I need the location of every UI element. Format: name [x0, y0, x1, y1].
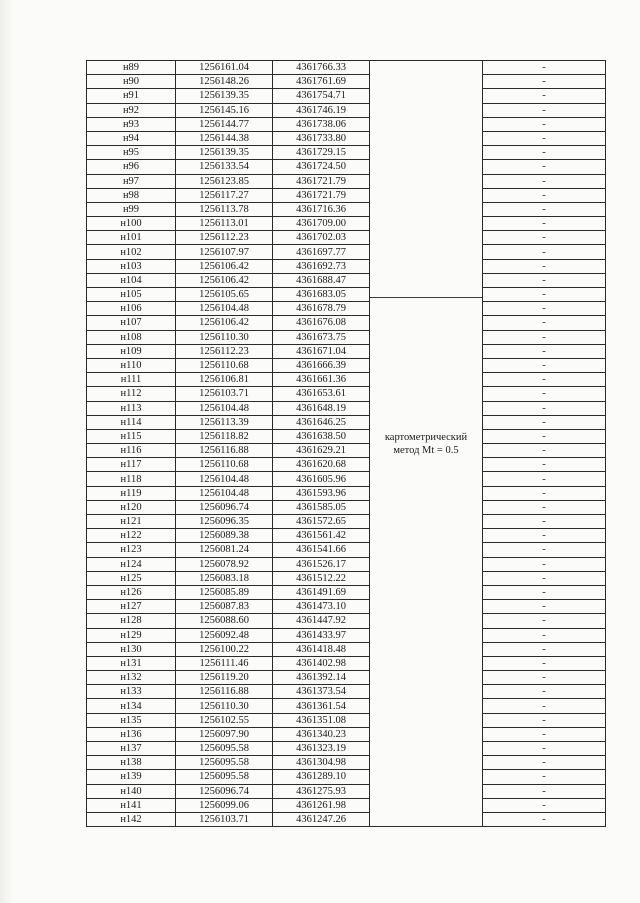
x-coordinate-cell: 1256096.35 — [176, 515, 273, 529]
mark-cell: - — [483, 344, 606, 358]
y-coordinate-cell: 4361709.00 — [273, 217, 370, 231]
y-coordinate-cell: 4361733.80 — [273, 131, 370, 145]
table-row — [87, 387, 606, 401]
mark-cell: - — [483, 600, 606, 614]
point-name-cell: н121 — [87, 515, 176, 529]
mark-cell: - — [483, 415, 606, 429]
table-row — [87, 288, 606, 302]
mark-cell: - — [483, 160, 606, 174]
table-row — [87, 500, 606, 514]
x-coordinate-cell: 1256085.89 — [176, 585, 273, 599]
mark-cell: - — [483, 756, 606, 770]
point-name-cell: н105 — [87, 288, 176, 302]
y-coordinate-cell: 4361491.69 — [273, 585, 370, 599]
table-row — [87, 245, 606, 259]
table-row — [87, 231, 606, 245]
point-name-cell: н138 — [87, 756, 176, 770]
mark-cell: - — [483, 628, 606, 642]
point-name-cell: н125 — [87, 571, 176, 585]
point-name-cell: н107 — [87, 316, 176, 330]
table-row — [87, 75, 606, 89]
mark-cell: - — [483, 798, 606, 812]
mark-cell: - — [483, 699, 606, 713]
y-coordinate-cell: 4361721.79 — [273, 188, 370, 202]
table-row — [87, 671, 606, 685]
point-name-cell: н135 — [87, 713, 176, 727]
mark-cell: - — [483, 770, 606, 784]
mark-cell: - — [483, 373, 606, 387]
x-coordinate-cell: 1256089.38 — [176, 529, 273, 543]
table-row — [87, 217, 606, 231]
y-coordinate-cell: 4361697.77 — [273, 245, 370, 259]
table-row — [87, 614, 606, 628]
mark-cell: - — [483, 429, 606, 443]
point-name-cell: н119 — [87, 486, 176, 500]
mark-cell: - — [483, 75, 606, 89]
x-coordinate-cell: 1256087.83 — [176, 600, 273, 614]
x-coordinate-cell: 1256103.71 — [176, 387, 273, 401]
mark-cell: - — [483, 713, 606, 727]
table-row — [87, 429, 606, 443]
y-coordinate-cell: 4361724.50 — [273, 160, 370, 174]
x-coordinate-cell: 1256110.30 — [176, 699, 273, 713]
mark-cell: - — [483, 742, 606, 756]
table-row — [87, 373, 606, 387]
table-row — [87, 656, 606, 670]
mark-cell: - — [483, 685, 606, 699]
table-row — [87, 642, 606, 656]
table-row — [87, 103, 606, 117]
y-coordinate-cell: 4361746.19 — [273, 103, 370, 117]
y-coordinate-cell: 4361766.33 — [273, 61, 370, 75]
point-name-cell: н114 — [87, 415, 176, 429]
x-coordinate-cell: 1256139.35 — [176, 146, 273, 160]
mark-cell: - — [483, 543, 606, 557]
x-coordinate-cell: 1256100.22 — [176, 642, 273, 656]
table-row — [87, 444, 606, 458]
mark-cell: - — [483, 330, 606, 344]
x-coordinate-cell: 1256104.48 — [176, 302, 273, 316]
x-coordinate-cell: 1256104.48 — [176, 401, 273, 415]
point-name-cell: н92 — [87, 103, 176, 117]
mark-cell: - — [483, 131, 606, 145]
x-coordinate-cell: 1256133.54 — [176, 160, 273, 174]
point-name-cell: н102 — [87, 245, 176, 259]
y-coordinate-cell: 4361418.48 — [273, 642, 370, 656]
method-note-line1: картометрический — [384, 431, 468, 443]
table-row — [87, 188, 606, 202]
table-row — [87, 486, 606, 500]
y-coordinate-cell: 4361585.05 — [273, 500, 370, 514]
mark-cell: - — [483, 444, 606, 458]
mark-cell: - — [483, 401, 606, 415]
mark-cell: - — [483, 486, 606, 500]
mark-cell: - — [483, 671, 606, 685]
point-name-cell: н140 — [87, 784, 176, 798]
table-row — [87, 742, 606, 756]
method-note-line2: метод Mt = 0.5 — [393, 444, 459, 456]
mark-cell: - — [483, 302, 606, 316]
x-coordinate-cell: 1256106.42 — [176, 316, 273, 330]
table-row — [87, 202, 606, 216]
point-name-cell: н141 — [87, 798, 176, 812]
y-coordinate-cell: 4361620.68 — [273, 458, 370, 472]
mark-cell: - — [483, 515, 606, 529]
x-coordinate-cell: 1256095.58 — [176, 742, 273, 756]
x-coordinate-cell: 1256112.23 — [176, 231, 273, 245]
table-row — [87, 131, 606, 145]
table-row — [87, 571, 606, 585]
table-row — [87, 685, 606, 699]
mark-cell: - — [483, 614, 606, 628]
point-name-cell: н120 — [87, 500, 176, 514]
point-name-cell: н137 — [87, 742, 176, 756]
x-coordinate-cell: 1256139.35 — [176, 89, 273, 103]
point-name-cell: н97 — [87, 174, 176, 188]
x-coordinate-cell: 1256096.74 — [176, 784, 273, 798]
point-name-cell: н123 — [87, 543, 176, 557]
method-note — [381, 431, 471, 457]
y-coordinate-cell: 4361754.71 — [273, 89, 370, 103]
x-coordinate-cell: 1256116.88 — [176, 685, 273, 699]
x-coordinate-cell: 1256106.42 — [176, 259, 273, 273]
x-coordinate-cell: 1256119.20 — [176, 671, 273, 685]
x-coordinate-cell: 1256078.92 — [176, 557, 273, 571]
y-coordinate-cell: 4361676.08 — [273, 316, 370, 330]
table-row — [87, 344, 606, 358]
y-coordinate-cell: 4361402.98 — [273, 656, 370, 670]
x-coordinate-cell: 1256110.68 — [176, 458, 273, 472]
x-coordinate-cell: 1256113.39 — [176, 415, 273, 429]
point-name-cell: н101 — [87, 231, 176, 245]
table-row — [87, 330, 606, 344]
table-row — [87, 259, 606, 273]
table-row — [87, 160, 606, 174]
point-name-cell: н118 — [87, 472, 176, 486]
y-coordinate-cell: 4361692.73 — [273, 259, 370, 273]
y-coordinate-cell: 4361304.98 — [273, 756, 370, 770]
y-coordinate-cell: 4361629.21 — [273, 444, 370, 458]
y-coordinate-cell: 4361247.26 — [273, 812, 370, 826]
mark-cell: - — [483, 727, 606, 741]
mark-cell: - — [483, 103, 606, 117]
y-coordinate-cell: 4361646.25 — [273, 415, 370, 429]
mark-cell: - — [483, 259, 606, 273]
y-coordinate-cell: 4361572.65 — [273, 515, 370, 529]
point-name-cell: н95 — [87, 146, 176, 160]
point-name-cell: н98 — [87, 188, 176, 202]
point-name-cell: н133 — [87, 685, 176, 699]
y-coordinate-cell: 4361275.93 — [273, 784, 370, 798]
mark-cell: - — [483, 529, 606, 543]
mark-cell: - — [483, 387, 606, 401]
table-row — [87, 713, 606, 727]
table-row — [87, 273, 606, 287]
x-coordinate-cell: 1256107.97 — [176, 245, 273, 259]
y-coordinate-cell: 4361729.15 — [273, 146, 370, 160]
coordinates-table — [86, 60, 606, 827]
table-row — [87, 543, 606, 557]
mark-cell: - — [483, 784, 606, 798]
y-coordinate-cell: 4361666.39 — [273, 358, 370, 372]
x-coordinate-cell: 1256144.38 — [176, 131, 273, 145]
table-row — [87, 174, 606, 188]
point-name-cell: н112 — [87, 387, 176, 401]
x-coordinate-cell: 1256104.48 — [176, 472, 273, 486]
x-coordinate-cell: 1256096.74 — [176, 500, 273, 514]
point-name-cell: н132 — [87, 671, 176, 685]
mark-cell: - — [483, 288, 606, 302]
table-row — [87, 415, 606, 429]
point-name-cell: н130 — [87, 642, 176, 656]
y-coordinate-cell: 4361323.19 — [273, 742, 370, 756]
mark-cell: - — [483, 472, 606, 486]
y-coordinate-cell: 4361653.61 — [273, 387, 370, 401]
mark-cell: - — [483, 812, 606, 826]
coordinates-table-body — [87, 61, 606, 827]
table-row — [87, 358, 606, 372]
table-row — [87, 515, 606, 529]
mark-cell: - — [483, 61, 606, 75]
x-coordinate-cell: 1256144.77 — [176, 117, 273, 131]
x-coordinate-cell: 1256161.04 — [176, 61, 273, 75]
table-row — [87, 472, 606, 486]
mark-cell: - — [483, 458, 606, 472]
scan-edge-shadow — [0, 0, 14, 903]
mark-cell: - — [483, 585, 606, 599]
x-coordinate-cell: 1256099.06 — [176, 798, 273, 812]
x-coordinate-cell: 1256117.27 — [176, 188, 273, 202]
x-coordinate-cell: 1256088.60 — [176, 614, 273, 628]
x-coordinate-cell: 1256113.78 — [176, 202, 273, 216]
x-coordinate-cell: 1256113.01 — [176, 217, 273, 231]
table-row — [87, 770, 606, 784]
table-row — [87, 146, 606, 160]
y-coordinate-cell: 4361361.54 — [273, 699, 370, 713]
point-name-cell: н96 — [87, 160, 176, 174]
x-coordinate-cell: 1256083.18 — [176, 571, 273, 585]
point-name-cell: н117 — [87, 458, 176, 472]
mark-cell: - — [483, 642, 606, 656]
table-row — [87, 401, 606, 415]
x-coordinate-cell: 1256116.88 — [176, 444, 273, 458]
method-note-cell — [370, 61, 483, 827]
point-name-cell: н124 — [87, 557, 176, 571]
point-name-cell: н139 — [87, 770, 176, 784]
y-coordinate-cell: 4361373.54 — [273, 685, 370, 699]
point-name-cell: н113 — [87, 401, 176, 415]
mark-cell: - — [483, 231, 606, 245]
y-coordinate-cell: 4361447.92 — [273, 614, 370, 628]
y-coordinate-cell: 4361392.14 — [273, 671, 370, 685]
y-coordinate-cell: 4361738.06 — [273, 117, 370, 131]
point-name-cell: н129 — [87, 628, 176, 642]
mark-cell: - — [483, 316, 606, 330]
table-row — [87, 756, 606, 770]
point-name-cell: н126 — [87, 585, 176, 599]
y-coordinate-cell: 4361678.79 — [273, 302, 370, 316]
y-coordinate-cell: 4361512.22 — [273, 571, 370, 585]
mark-cell: - — [483, 174, 606, 188]
point-name-cell: н94 — [87, 131, 176, 145]
table-row — [87, 699, 606, 713]
x-coordinate-cell: 1256095.58 — [176, 770, 273, 784]
point-name-cell: н100 — [87, 217, 176, 231]
point-name-cell: н115 — [87, 429, 176, 443]
y-coordinate-cell: 4361716.36 — [273, 202, 370, 216]
mark-cell: - — [483, 89, 606, 103]
x-coordinate-cell: 1256103.71 — [176, 812, 273, 826]
table-row — [87, 89, 606, 103]
point-name-cell: н109 — [87, 344, 176, 358]
y-coordinate-cell: 4361702.03 — [273, 231, 370, 245]
mark-cell: - — [483, 188, 606, 202]
point-name-cell: н108 — [87, 330, 176, 344]
x-coordinate-cell: 1256081.24 — [176, 543, 273, 557]
x-coordinate-cell: 1256102.55 — [176, 713, 273, 727]
x-coordinate-cell: 1256097.90 — [176, 727, 273, 741]
y-coordinate-cell: 4361593.96 — [273, 486, 370, 500]
y-coordinate-cell: 4361340.23 — [273, 727, 370, 741]
table-row — [87, 798, 606, 812]
table-row — [87, 458, 606, 472]
point-name-cell: н91 — [87, 89, 176, 103]
x-coordinate-cell: 1256118.82 — [176, 429, 273, 443]
mark-cell: - — [483, 273, 606, 287]
y-coordinate-cell: 4361638.50 — [273, 429, 370, 443]
table-row — [87, 316, 606, 330]
y-coordinate-cell: 4361671.04 — [273, 344, 370, 358]
y-coordinate-cell: 4361289.10 — [273, 770, 370, 784]
point-name-cell: н122 — [87, 529, 176, 543]
y-coordinate-cell: 4361648.19 — [273, 401, 370, 415]
point-name-cell: н103 — [87, 259, 176, 273]
y-coordinate-cell: 4361605.96 — [273, 472, 370, 486]
y-coordinate-cell: 4361688.47 — [273, 273, 370, 287]
x-coordinate-cell: 1256112.23 — [176, 344, 273, 358]
point-name-cell: н131 — [87, 656, 176, 670]
mark-cell: - — [483, 217, 606, 231]
y-coordinate-cell: 4361661.36 — [273, 373, 370, 387]
table-row — [87, 812, 606, 826]
x-coordinate-cell: 1256111.46 — [176, 656, 273, 670]
y-coordinate-cell: 4361526.17 — [273, 557, 370, 571]
point-name-cell: н134 — [87, 699, 176, 713]
point-name-cell: н93 — [87, 117, 176, 131]
x-coordinate-cell: 1256145.16 — [176, 103, 273, 117]
mark-cell: - — [483, 202, 606, 216]
mark-cell: - — [483, 500, 606, 514]
x-coordinate-cell: 1256092.48 — [176, 628, 273, 642]
x-coordinate-cell: 1256106.81 — [176, 373, 273, 387]
y-coordinate-cell: 4361433.97 — [273, 628, 370, 642]
mark-cell: - — [483, 571, 606, 585]
point-name-cell: н142 — [87, 812, 176, 826]
mark-cell: - — [483, 656, 606, 670]
x-coordinate-cell: 1256105.65 — [176, 288, 273, 302]
point-name-cell: н136 — [87, 727, 176, 741]
method-divider-line — [370, 297, 482, 298]
y-coordinate-cell: 4361683.05 — [273, 288, 370, 302]
y-coordinate-cell: 4361473.10 — [273, 600, 370, 614]
point-name-cell: н128 — [87, 614, 176, 628]
point-name-cell: н110 — [87, 358, 176, 372]
table-row — [87, 727, 606, 741]
point-name-cell: н116 — [87, 444, 176, 458]
mark-cell: - — [483, 146, 606, 160]
point-name-cell: н111 — [87, 373, 176, 387]
point-name-cell: н89 — [87, 61, 176, 75]
y-coordinate-cell: 4361261.98 — [273, 798, 370, 812]
x-coordinate-cell: 1256148.26 — [176, 75, 273, 89]
point-name-cell: н104 — [87, 273, 176, 287]
y-coordinate-cell: 4361541.66 — [273, 543, 370, 557]
point-name-cell: н127 — [87, 600, 176, 614]
y-coordinate-cell: 4361761.69 — [273, 75, 370, 89]
point-name-cell: н99 — [87, 202, 176, 216]
table-row — [87, 529, 606, 543]
table-row — [87, 61, 606, 75]
y-coordinate-cell: 4361561.42 — [273, 529, 370, 543]
y-coordinate-cell: 4361351.08 — [273, 713, 370, 727]
mark-cell: - — [483, 358, 606, 372]
x-coordinate-cell: 1256110.68 — [176, 358, 273, 372]
table-row — [87, 117, 606, 131]
x-coordinate-cell: 1256106.42 — [176, 273, 273, 287]
x-coordinate-cell: 1256110.30 — [176, 330, 273, 344]
x-coordinate-cell: 1256104.48 — [176, 486, 273, 500]
mark-cell: - — [483, 245, 606, 259]
point-name-cell: н106 — [87, 302, 176, 316]
y-coordinate-cell: 4361673.75 — [273, 330, 370, 344]
table-row — [87, 784, 606, 798]
mark-cell: - — [483, 557, 606, 571]
y-coordinate-cell: 4361721.79 — [273, 174, 370, 188]
x-coordinate-cell: 1256123.85 — [176, 174, 273, 188]
table-row — [87, 628, 606, 642]
table-row — [87, 600, 606, 614]
table-row — [87, 557, 606, 571]
mark-cell: - — [483, 117, 606, 131]
table-row — [87, 585, 606, 599]
point-name-cell: н90 — [87, 75, 176, 89]
table-row — [87, 302, 606, 316]
x-coordinate-cell: 1256095.58 — [176, 756, 273, 770]
